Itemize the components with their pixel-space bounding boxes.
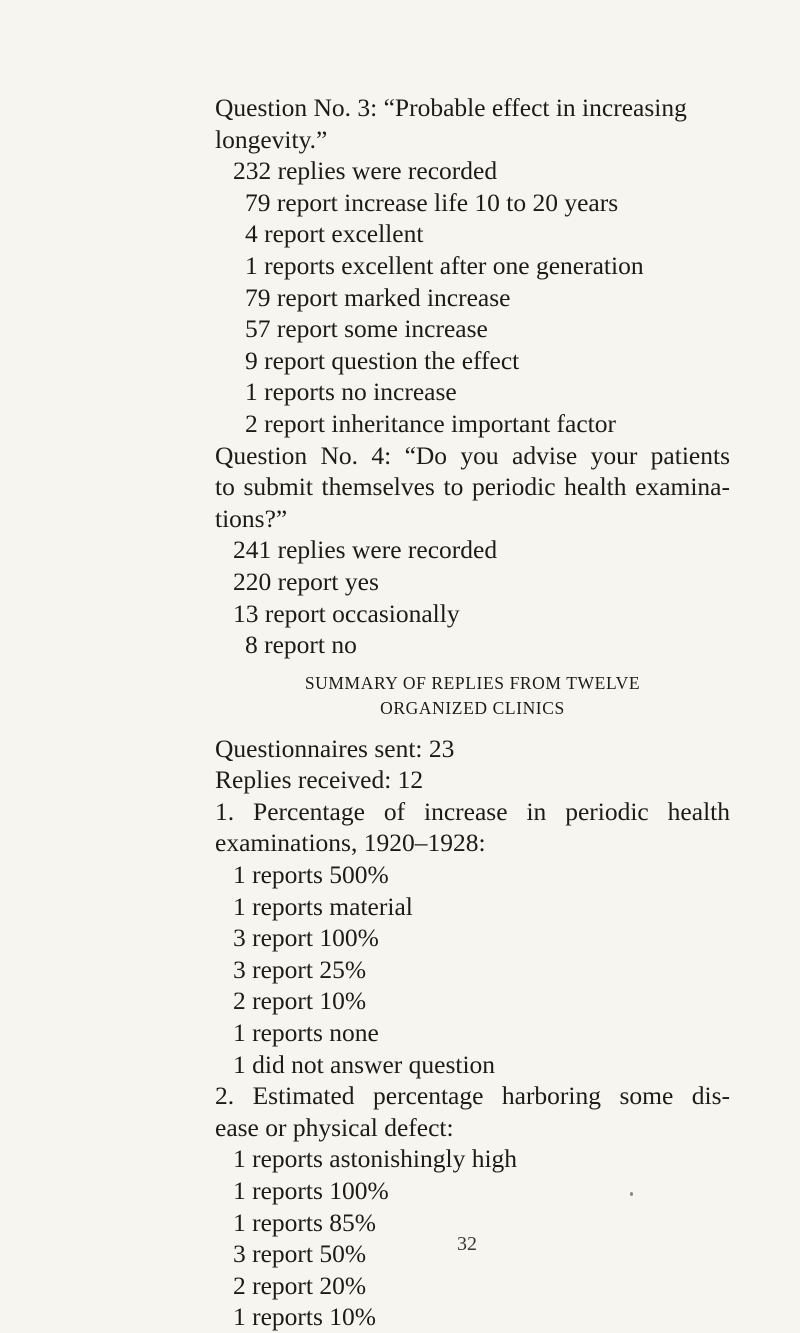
list-item: 1 reports 10% — [233, 1302, 377, 1332]
list-item: 13 report occasionally — [233, 598, 460, 628]
question-4-title-end: tions?” — [215, 503, 288, 533]
question-4-title-cont: to submit themselves to periodic health examina- — [215, 472, 730, 502]
list-item: 79 report increase life 10 to 20 years — [245, 187, 619, 217]
list-item: 9 report question the effect — [245, 345, 520, 375]
question-3-title: Question No. 3: “Probable effect in increasing — [215, 93, 687, 122]
list-item: 3 report 25% — [233, 954, 367, 984]
list-item: 57 report some increase — [245, 314, 488, 344]
list-item: 2 report inheritance important factor — [245, 408, 617, 438]
summary-1-title: 1. Percentage of increase in periodic health — [215, 796, 730, 826]
page-text — [215, 92, 730, 1333]
question-3-title-cont: longevity.” — [215, 124, 328, 154]
list-item: 79 report marked increase — [245, 282, 511, 312]
list-item: 1 reports material — [233, 891, 413, 921]
section-heading-line2: ORGANIZED CLINICS — [380, 697, 565, 718]
list-item: 1 reports astonishingly high — [233, 1144, 518, 1174]
list-item: 241 replies were recorded — [233, 535, 498, 565]
replies-received: Replies received: 12 — [215, 765, 424, 795]
list-item: 1 reports 100% — [233, 1176, 389, 1205]
list-item: 4 report excellent — [245, 219, 424, 249]
summary-2-title: 2. Estimated percentage harboring some dis- — [215, 1081, 730, 1111]
list-item: 1 reports 85% — [233, 1207, 377, 1237]
paper-speck — [630, 1192, 633, 1196]
list-item: 8 report no — [245, 630, 357, 660]
list-item: 2 report 20% — [233, 1270, 367, 1300]
list-item: 1 reports none — [233, 1018, 379, 1048]
section-heading-line1: SUMMARY OF REPLIES FROM TWELVE — [304, 672, 641, 693]
section-heading — [215, 671, 730, 721]
list-item: 232 replies were recorded — [233, 156, 498, 186]
list-item: 2 report 10% — [233, 986, 367, 1016]
summary-1-title-cont: examinations, 1920–1928: — [215, 828, 486, 858]
questionnaires-sent: Questionnaires sent: 23 — [215, 733, 455, 763]
list-item: 220 report yes — [233, 566, 379, 596]
list-item: 3 report 50% — [233, 1239, 367, 1269]
list-item: 1 reports 500% — [233, 860, 389, 890]
list-item: 1 did not answer question — [233, 1049, 496, 1079]
page-number: 32 — [457, 1233, 477, 1255]
question-4-title: Question No. 4: “Do you advise your patients — [215, 440, 730, 470]
list-item: 1 reports no increase — [245, 377, 457, 407]
list-item: 1 reports excellent after one generation — [245, 250, 644, 280]
summary-2-title-cont: ease or physical defect: — [215, 1112, 454, 1142]
list-item: 3 report 100% — [233, 923, 379, 953]
